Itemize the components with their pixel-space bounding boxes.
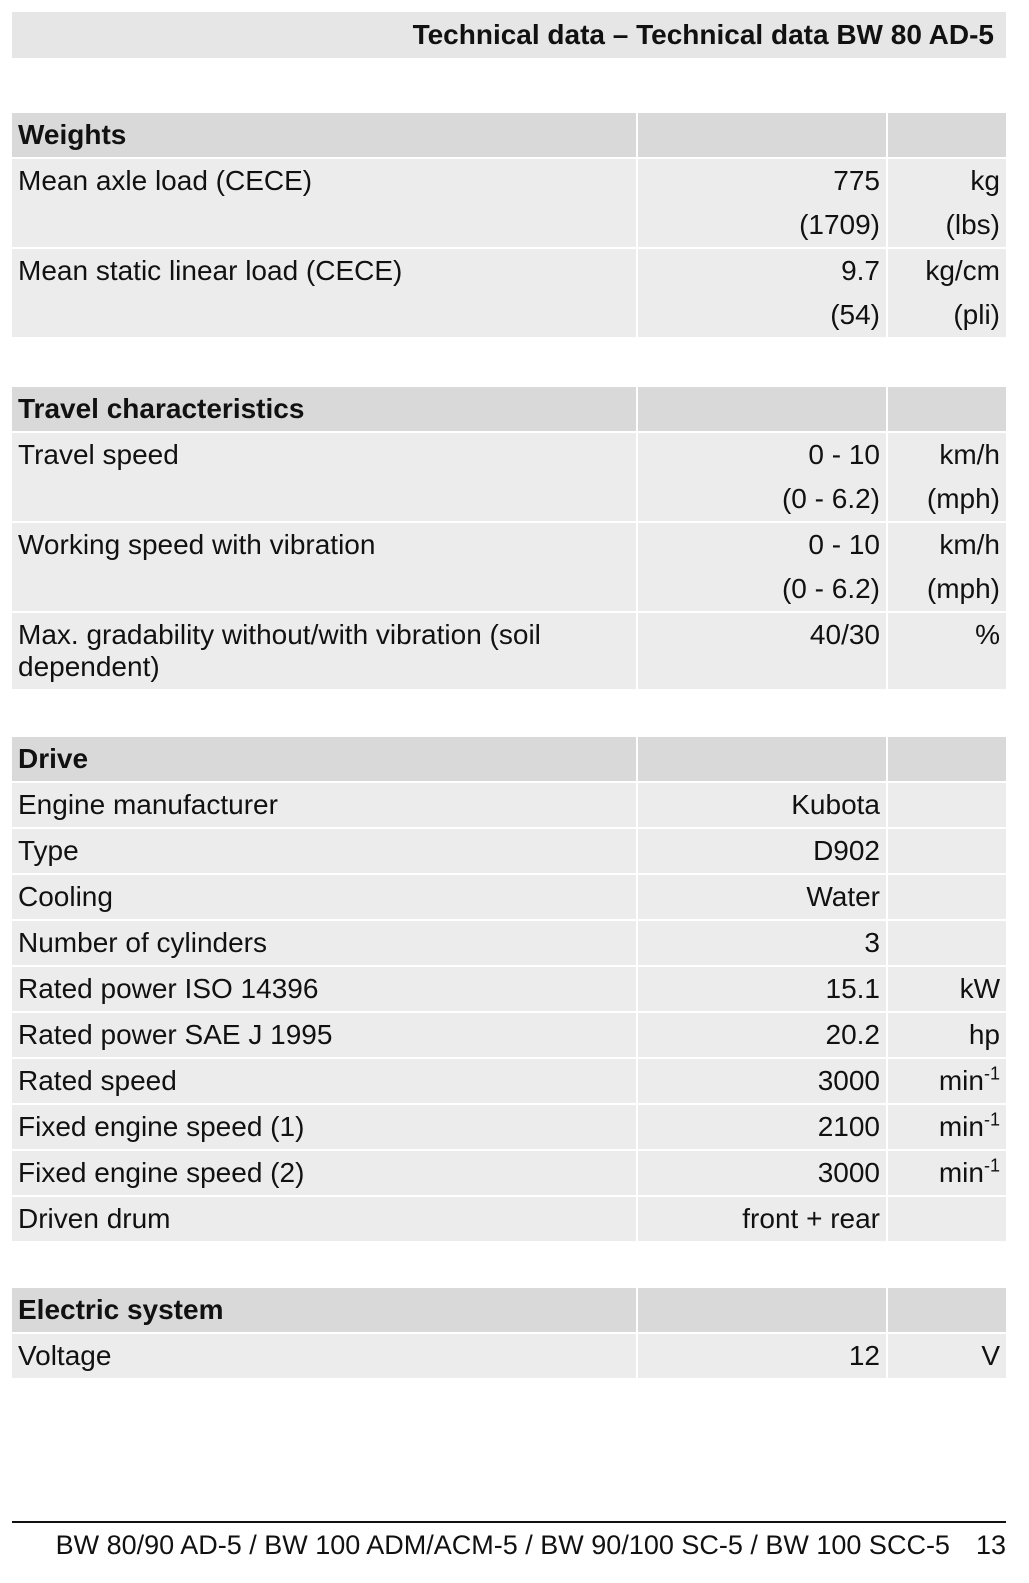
weights-table <box>10 111 1008 339</box>
row-value: 2100 <box>638 1105 886 1149</box>
row-unit: V <box>888 1334 1006 1378</box>
row-unit <box>888 875 1006 919</box>
row-value: 3000 <box>638 1151 886 1195</box>
row-value: 3 <box>638 921 886 965</box>
table-row <box>12 613 1006 689</box>
row-value-imperial: (54) <box>830 299 880 330</box>
row-value: 20.2 <box>638 1013 886 1057</box>
row-value-imperial: (0 - 6.2) <box>781 483 880 514</box>
row-label: Type <box>12 829 636 873</box>
row-unit <box>888 921 1006 965</box>
row-label: Cooling <box>12 875 636 919</box>
row-value: 3000 <box>638 1059 886 1103</box>
row-label: Mean axle load (CECE) <box>12 159 636 247</box>
page-title: Technical data – Technical data BW 80 AD-5 <box>412 19 994 50</box>
table-row <box>12 1013 1006 1057</box>
row-unit: hp <box>888 1013 1006 1057</box>
page-header <box>12 12 1006 58</box>
row-label: Rated speed <box>12 1059 636 1103</box>
page-footer <box>12 1526 1006 1564</box>
row-label: Fixed engine speed (1) <box>12 1105 636 1149</box>
row-unit: kg/cm <box>925 255 1000 286</box>
row-label: Fixed engine speed (2) <box>12 1151 636 1195</box>
row-label: Mean static linear load (CECE) <box>12 249 636 337</box>
row-value: front + rear <box>638 1197 886 1241</box>
footer-divider <box>12 1521 1006 1523</box>
table-row <box>12 875 1006 919</box>
electric-table <box>10 1286 1008 1380</box>
table-row <box>12 829 1006 873</box>
unit-exponent: -1 <box>983 1155 1000 1176</box>
row-unit-imperial: (lbs) <box>945 209 1000 240</box>
unit-text: min <box>938 1157 984 1188</box>
footer-models: BW 80/90 AD-5 / BW 100 ADM/ACM-5 / BW 90/100 SC-5 / BW 100 SCC-5 <box>55 1530 950 1560</box>
row-unit: km/h <box>939 439 1000 470</box>
row-value: 0 - 10 <box>808 529 880 560</box>
row-label: Rated power SAE J 1995 <box>12 1013 636 1057</box>
section-heading-row <box>12 387 1006 431</box>
row-value: Water <box>638 875 886 919</box>
row-value: D902 <box>638 829 886 873</box>
row-unit-imperial: (mph) <box>926 573 1000 604</box>
row-unit: km/h <box>939 529 1000 560</box>
table-row <box>12 1059 1006 1103</box>
unit-text: min <box>938 1065 984 1096</box>
table-row <box>12 1105 1006 1149</box>
travel-table <box>10 385 1008 691</box>
row-unit: % <box>888 613 1006 689</box>
unit-text: min <box>938 1111 984 1142</box>
section-heading: Weights <box>12 113 636 157</box>
table-row <box>12 967 1006 1011</box>
row-label: Travel speed <box>12 433 636 521</box>
section-heading: Drive <box>12 737 636 781</box>
section-heading-row <box>12 737 1006 781</box>
row-unit: kg <box>970 165 1000 196</box>
row-unit: kW <box>888 967 1006 1011</box>
table-row <box>12 921 1006 965</box>
row-unit <box>888 1151 1006 1195</box>
row-label: Driven drum <box>12 1197 636 1241</box>
table-row <box>12 433 1006 521</box>
row-value-imperial: (1709) <box>799 209 880 240</box>
section-heading: Electric system <box>12 1288 636 1332</box>
row-unit <box>888 1197 1006 1241</box>
row-label: Voltage <box>12 1334 636 1378</box>
row-label: Rated power ISO 14396 <box>12 967 636 1011</box>
row-unit <box>888 1059 1006 1103</box>
row-unit-imperial: (mph) <box>926 483 1000 514</box>
row-value-imperial: (0 - 6.2) <box>781 573 880 604</box>
row-value: 15.1 <box>638 967 886 1011</box>
row-value: 775 <box>833 165 880 196</box>
drive-table <box>10 735 1008 1243</box>
row-label: Engine manufacturer <box>12 783 636 827</box>
unit-exponent: -1 <box>983 1109 1000 1130</box>
row-value: 40/30 <box>638 613 886 689</box>
row-label: Working speed with vibration <box>12 523 636 611</box>
table-row <box>12 523 1006 611</box>
section-heading-row <box>12 1288 1006 1332</box>
row-value: 9.7 <box>841 255 880 286</box>
table-row <box>12 159 1006 247</box>
table-row <box>12 1197 1006 1241</box>
table-row <box>12 249 1006 337</box>
row-label: Number of cylinders <box>12 921 636 965</box>
unit-exponent: -1 <box>983 1063 1000 1084</box>
row-label: Max. gradability without/with vibration (soil dependent) <box>12 613 636 689</box>
section-heading: Travel characteristics <box>12 387 636 431</box>
row-unit <box>888 783 1006 827</box>
row-unit <box>888 829 1006 873</box>
row-unit <box>888 1105 1006 1149</box>
row-unit-imperial: (pli) <box>953 299 1000 330</box>
section-heading-row <box>12 113 1006 157</box>
row-value: 0 - 10 <box>808 439 880 470</box>
page-number: 13 <box>975 1530 1006 1560</box>
row-value: 12 <box>638 1334 886 1378</box>
table-row <box>12 1334 1006 1378</box>
table-row <box>12 1151 1006 1195</box>
table-row <box>12 783 1006 827</box>
row-value: Kubota <box>638 783 886 827</box>
